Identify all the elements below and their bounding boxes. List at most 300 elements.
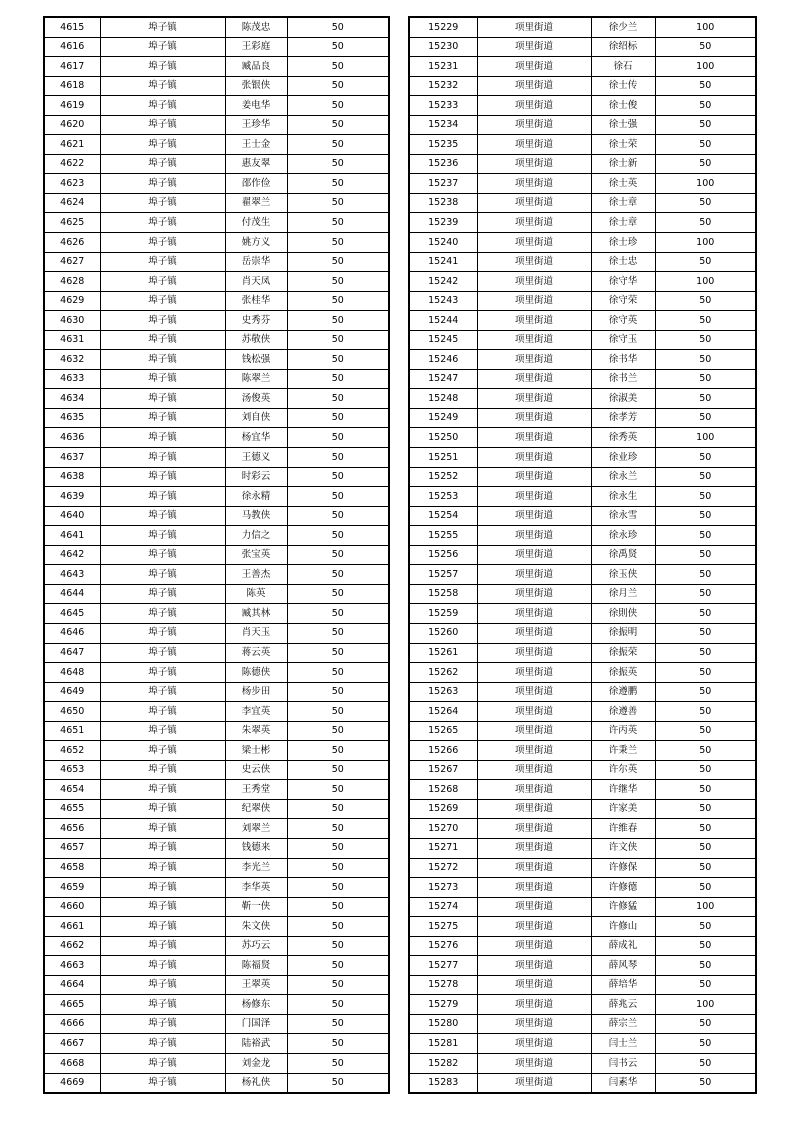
amount-cell: 50 [655,682,756,702]
table-row [409,663,756,683]
town-cell: 项里街道 [477,311,591,331]
name-cell: 徐士强 [591,115,655,135]
amount-cell: 50 [655,311,756,331]
serial-number-cell: 4642 [44,545,100,565]
serial-number-cell: 4620 [44,115,100,135]
table-row [44,193,389,213]
amount-cell: 50 [287,506,389,526]
town-cell: 项里街道 [477,448,591,468]
serial-number-cell: 15246 [409,350,477,370]
amount-cell: 50 [287,604,389,624]
table-row [409,526,756,546]
table-row [44,917,389,937]
amount-cell: 50 [287,330,389,350]
table-row [409,291,756,311]
serial-number-cell: 4624 [44,193,100,213]
amount-cell: 50 [287,858,389,878]
amount-cell: 50 [287,975,389,995]
table-row [409,936,756,956]
table-row [409,565,756,585]
name-cell: 马教侠 [225,506,287,526]
name-cell: 闫士兰 [591,1034,655,1054]
name-cell: 徐士传 [591,76,655,96]
serial-number-cell: 15268 [409,780,477,800]
town-cell: 项里街道 [477,96,591,116]
table-row [409,448,756,468]
town-cell: 埠子镇 [100,663,225,683]
table-row [44,760,389,780]
table-row [409,96,756,116]
name-cell: 许秉兰 [591,741,655,761]
amount-cell: 100 [655,897,756,917]
amount-cell: 50 [287,350,389,370]
table-row [409,57,756,77]
amount-cell: 50 [655,1053,756,1073]
amount-cell: 100 [655,17,756,37]
town-cell: 项里街道 [477,545,591,565]
name-cell: 徐永兰 [591,467,655,487]
serial-number-cell: 4637 [44,448,100,468]
serial-number-cell: 4625 [44,213,100,233]
table-row [44,506,389,526]
table-row [44,174,389,194]
name-cell: 苏巧云 [225,936,287,956]
name-cell: 徐士章 [591,213,655,233]
serial-number-cell: 15260 [409,623,477,643]
amount-cell: 50 [287,721,389,741]
table-row [44,780,389,800]
town-cell: 埠子镇 [100,96,225,116]
name-cell: 徐士珍 [591,233,655,253]
serial-number-cell: 15279 [409,995,477,1015]
name-cell: 姚方义 [225,233,287,253]
serial-number-cell: 15262 [409,663,477,683]
town-cell: 项里街道 [477,428,591,448]
name-cell: 刘金龙 [225,1053,287,1073]
serial-number-cell: 15269 [409,799,477,819]
serial-number-cell: 4623 [44,174,100,194]
table-row [44,897,389,917]
name-cell: 梁士彬 [225,741,287,761]
serial-number-cell: 4630 [44,311,100,331]
amount-cell: 50 [287,448,389,468]
table-row [44,389,389,409]
town-cell: 埠子镇 [100,428,225,448]
amount-cell: 50 [287,233,389,253]
serial-number-cell: 15240 [409,233,477,253]
town-cell: 项里街道 [477,37,591,57]
town-cell: 埠子镇 [100,17,225,37]
name-cell: 张银侠 [225,76,287,96]
town-cell: 埠子镇 [100,858,225,878]
amount-cell: 50 [655,408,756,428]
name-cell: 徐守荣 [591,291,655,311]
name-cell: 许修保 [591,858,655,878]
name-cell: 钱德来 [225,838,287,858]
table-row [44,565,389,585]
amount-cell: 50 [287,682,389,702]
amount-cell: 50 [655,448,756,468]
town-cell: 埠子镇 [100,311,225,331]
town-cell: 项里街道 [477,956,591,976]
name-cell: 张桂华 [225,291,287,311]
table-row [409,1034,756,1054]
serial-number-cell: 15250 [409,428,477,448]
town-cell: 项里街道 [477,174,591,194]
town-cell: 埠子镇 [100,741,225,761]
table-row [44,956,389,976]
table-row [409,838,756,858]
town-cell: 项里街道 [477,917,591,937]
serial-number-cell: 4629 [44,291,100,311]
town-cell: 项里街道 [477,721,591,741]
table-row [409,604,756,624]
name-cell: 徐月兰 [591,584,655,604]
amount-cell: 50 [655,330,756,350]
town-cell: 项里街道 [477,565,591,585]
table-row [44,487,389,507]
table-row [409,428,756,448]
town-cell: 埠子镇 [100,526,225,546]
town-cell: 项里街道 [477,369,591,389]
name-cell: 徐永雪 [591,506,655,526]
amount-cell: 50 [655,663,756,683]
table-row [44,1014,389,1034]
serial-number-cell: 4619 [44,96,100,116]
left-table [43,16,390,1094]
amount-cell: 50 [655,565,756,585]
table-row [409,975,756,995]
town-cell: 项里街道 [477,975,591,995]
table-row [409,389,756,409]
serial-number-cell: 15264 [409,702,477,722]
name-cell: 苏敬侠 [225,330,287,350]
serial-number-cell: 15244 [409,311,477,331]
town-cell: 项里街道 [477,878,591,898]
town-cell: 埠子镇 [100,545,225,565]
serial-number-cell: 4645 [44,604,100,624]
name-cell: 徐永珍 [591,526,655,546]
name-cell: 徐則侠 [591,604,655,624]
amount-cell: 50 [655,350,756,370]
name-cell: 许修山 [591,917,655,937]
serial-number-cell: 4639 [44,487,100,507]
amount-cell: 50 [655,604,756,624]
amount-cell: 50 [287,917,389,937]
name-cell: 王秀堂 [225,780,287,800]
town-cell: 项里街道 [477,291,591,311]
town-cell: 项里街道 [477,408,591,428]
serial-number-cell: 15267 [409,760,477,780]
serial-number-cell: 4640 [44,506,100,526]
serial-number-cell: 15237 [409,174,477,194]
amount-cell: 50 [655,799,756,819]
town-cell: 埠子镇 [100,878,225,898]
table-row [44,291,389,311]
serial-number-cell: 4650 [44,702,100,722]
table-row [409,272,756,292]
serial-number-cell: 15254 [409,506,477,526]
table-row [44,799,389,819]
serial-number-cell: 4666 [44,1014,100,1034]
amount-cell: 50 [287,115,389,135]
name-cell: 徐士英 [591,174,655,194]
table-row [44,272,389,292]
name-cell: 翟翠兰 [225,193,287,213]
town-cell: 埠子镇 [100,1053,225,1073]
name-cell: 陆裕武 [225,1034,287,1054]
town-cell: 项里街道 [477,213,591,233]
name-cell: 杨礼侠 [225,1073,287,1093]
amount-cell: 50 [287,799,389,819]
table-row [409,174,756,194]
table-row [44,252,389,272]
name-cell: 陈翠兰 [225,369,287,389]
serial-number-cell: 15245 [409,330,477,350]
table-row [409,350,756,370]
table-row [44,936,389,956]
name-cell: 徐禹贤 [591,545,655,565]
amount-cell: 50 [287,878,389,898]
table-row [44,741,389,761]
serial-number-cell: 4663 [44,956,100,976]
table-row [409,506,756,526]
town-cell: 项里街道 [477,1053,591,1073]
table-row [44,858,389,878]
name-cell: 杨宜华 [225,428,287,448]
serial-number-cell: 4643 [44,565,100,585]
town-cell: 埠子镇 [100,448,225,468]
serial-number-cell: 15272 [409,858,477,878]
town-cell: 埠子镇 [100,1073,225,1093]
amount-cell: 50 [287,213,389,233]
table-row [44,604,389,624]
table-row [409,584,756,604]
town-cell: 埠子镇 [100,721,225,741]
table-row [44,76,389,96]
serial-number-cell: 4626 [44,233,100,253]
serial-number-cell: 4634 [44,389,100,409]
table-row [409,780,756,800]
serial-number-cell: 15281 [409,1034,477,1054]
serial-number-cell: 4617 [44,57,100,77]
town-cell: 埠子镇 [100,917,225,937]
town-cell: 项里街道 [477,17,591,37]
town-cell: 埠子镇 [100,193,225,213]
amount-cell: 50 [655,291,756,311]
serial-number-cell: 15258 [409,584,477,604]
name-cell: 徐遵鹏 [591,682,655,702]
amount-cell: 50 [287,96,389,116]
serial-number-cell: 4649 [44,682,100,702]
name-cell: 王德义 [225,448,287,468]
table-row [409,858,756,878]
town-cell: 项里街道 [477,135,591,155]
serial-number-cell: 4651 [44,721,100,741]
serial-number-cell: 4652 [44,741,100,761]
table-row [409,995,756,1015]
amount-cell: 50 [287,623,389,643]
amount-cell: 50 [655,1034,756,1054]
serial-number-cell: 4618 [44,76,100,96]
name-cell: 杨步田 [225,682,287,702]
amount-cell: 50 [655,37,756,57]
amount-cell: 50 [655,702,756,722]
amount-cell: 50 [655,154,756,174]
table-row [44,721,389,741]
serial-number-cell: 4628 [44,272,100,292]
serial-number-cell: 15251 [409,448,477,468]
amount-cell: 50 [287,702,389,722]
amount-cell: 50 [655,838,756,858]
town-cell: 项里街道 [477,623,591,643]
name-cell: 徐书华 [591,350,655,370]
table-row [409,115,756,135]
town-cell: 埠子镇 [100,408,225,428]
serial-number-cell: 15263 [409,682,477,702]
serial-number-cell: 4622 [44,154,100,174]
serial-number-cell: 15257 [409,565,477,585]
town-cell: 埠子镇 [100,272,225,292]
amount-cell: 50 [287,663,389,683]
serial-number-cell: 4665 [44,995,100,1015]
serial-number-cell: 15276 [409,936,477,956]
name-cell: 王翠英 [225,975,287,995]
amount-cell: 50 [287,135,389,155]
amount-cell: 50 [287,57,389,77]
table-row [409,37,756,57]
name-cell: 徐士新 [591,154,655,174]
town-cell: 埠子镇 [100,291,225,311]
amount-cell: 50 [287,936,389,956]
town-cell: 埠子镇 [100,995,225,1015]
town-cell: 埠子镇 [100,233,225,253]
amount-cell: 50 [287,291,389,311]
name-cell: 刘翠兰 [225,819,287,839]
name-cell: 薛兆云 [591,995,655,1015]
name-cell: 徐守玉 [591,330,655,350]
amount-cell: 100 [655,272,756,292]
town-cell: 埠子镇 [100,1014,225,1034]
name-cell: 臧其林 [225,604,287,624]
amount-cell: 50 [287,545,389,565]
serial-number-cell: 4635 [44,408,100,428]
table-row [44,545,389,565]
name-cell: 徐振英 [591,663,655,683]
name-cell: 徐士荣 [591,135,655,155]
table-row [44,311,389,331]
amount-cell: 50 [655,721,756,741]
name-cell: 徐石 [591,57,655,77]
name-cell: 纪翠侠 [225,799,287,819]
serial-number-cell: 4662 [44,936,100,956]
amount-cell: 50 [287,311,389,331]
name-cell: 力信之 [225,526,287,546]
table-row [409,76,756,96]
table-row [44,37,389,57]
serial-number-cell: 4658 [44,858,100,878]
serial-number-cell: 15270 [409,819,477,839]
town-cell: 项里街道 [477,643,591,663]
name-cell: 朱文侠 [225,917,287,937]
name-cell: 许修德 [591,878,655,898]
amount-cell: 50 [655,76,756,96]
serial-number-cell: 4621 [44,135,100,155]
serial-number-cell: 15275 [409,917,477,937]
town-cell: 埠子镇 [100,897,225,917]
table-row [409,702,756,722]
town-cell: 埠子镇 [100,174,225,194]
amount-cell: 100 [655,174,756,194]
town-cell: 项里街道 [477,233,591,253]
serial-number-cell: 4655 [44,799,100,819]
amount-cell: 50 [655,878,756,898]
town-cell: 埠子镇 [100,57,225,77]
amount-cell: 50 [287,37,389,57]
left-table-body [44,17,389,1093]
amount-cell: 50 [287,76,389,96]
table-row [409,193,756,213]
name-cell: 门国泽 [225,1014,287,1034]
name-cell: 钱松强 [225,350,287,370]
name-cell: 许继华 [591,780,655,800]
table-row [409,760,756,780]
name-cell: 许修猛 [591,897,655,917]
name-cell: 徐少兰 [591,17,655,37]
serial-number-cell: 4631 [44,330,100,350]
town-cell: 项里街道 [477,1014,591,1034]
table-row [409,917,756,937]
serial-number-cell: 4654 [44,780,100,800]
town-cell: 埠子镇 [100,643,225,663]
serial-number-cell: 4615 [44,17,100,37]
serial-number-cell: 15280 [409,1014,477,1034]
table-row [409,233,756,253]
town-cell: 埠子镇 [100,584,225,604]
table-row [409,721,756,741]
town-cell: 埠子镇 [100,37,225,57]
serial-number-cell: 15232 [409,76,477,96]
serial-number-cell: 4656 [44,819,100,839]
serial-number-cell: 15277 [409,956,477,976]
town-cell: 项里街道 [477,76,591,96]
serial-number-cell: 15265 [409,721,477,741]
table-row [44,115,389,135]
table-row [44,1053,389,1073]
amount-cell: 50 [655,623,756,643]
serial-number-cell: 15274 [409,897,477,917]
name-cell: 王士金 [225,135,287,155]
town-cell: 项里街道 [477,604,591,624]
serial-number-cell: 15239 [409,213,477,233]
name-cell: 许丙英 [591,721,655,741]
town-cell: 项里街道 [477,506,591,526]
serial-number-cell: 4636 [44,428,100,448]
name-cell: 薛风琴 [591,956,655,976]
town-cell: 埠子镇 [100,780,225,800]
amount-cell: 50 [655,369,756,389]
town-cell: 项里街道 [477,858,591,878]
town-cell: 埠子镇 [100,1034,225,1054]
serial-number-cell: 15229 [409,17,477,37]
amount-cell: 50 [287,389,389,409]
table-row [44,975,389,995]
town-cell: 项里街道 [477,350,591,370]
serial-number-cell: 4647 [44,643,100,663]
name-cell: 徐振荣 [591,643,655,663]
table-row [44,96,389,116]
table-row [409,1053,756,1073]
